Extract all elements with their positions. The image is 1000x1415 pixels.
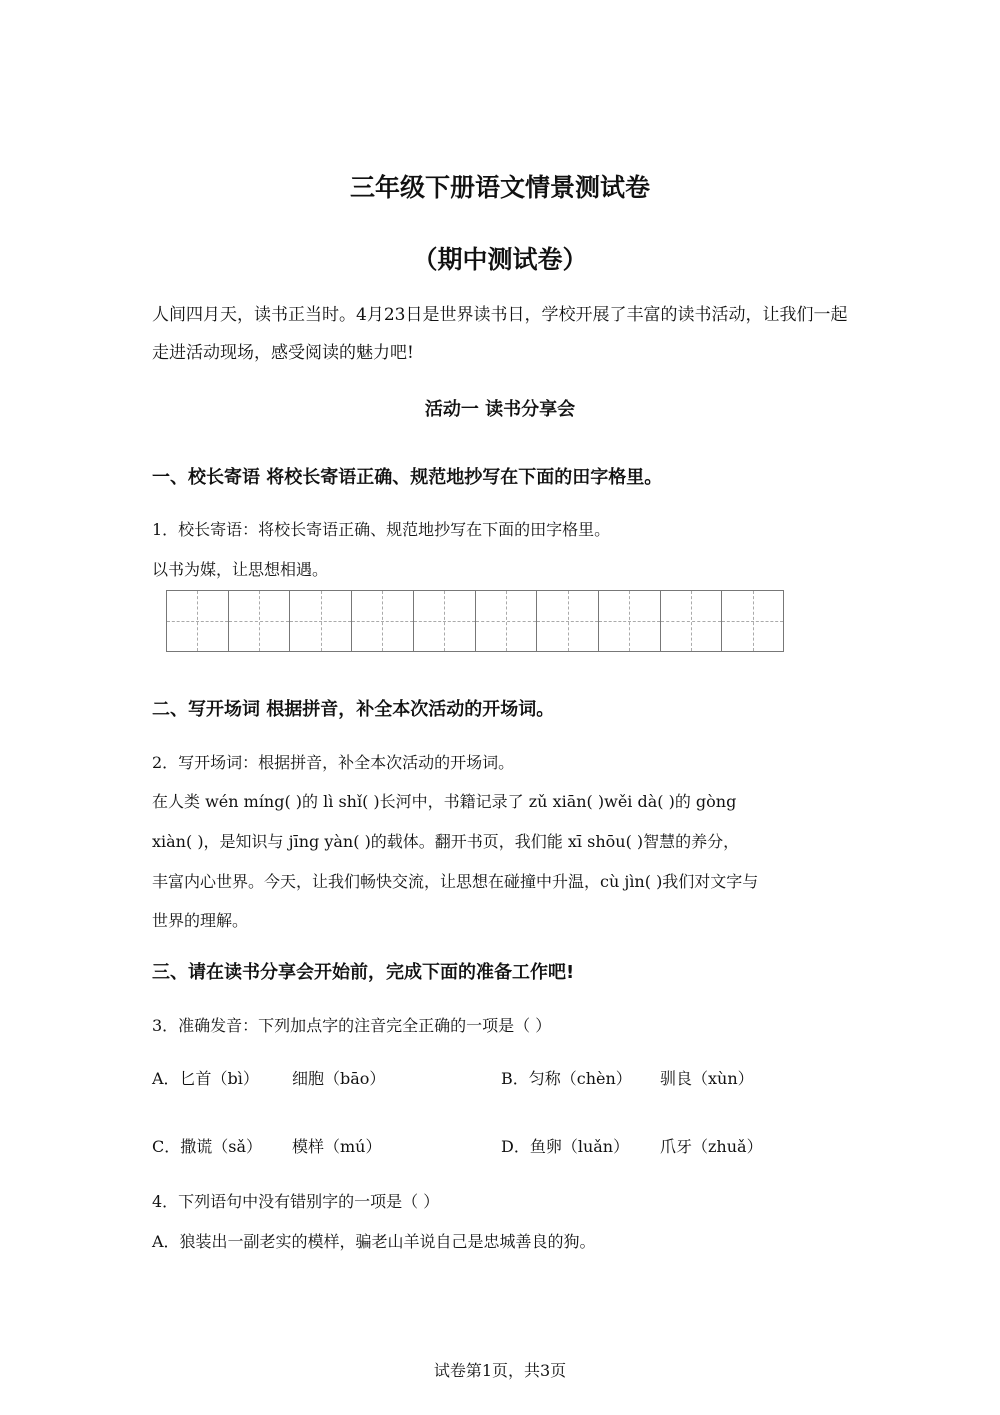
- grid-cell[interactable]: [537, 591, 599, 651]
- option-a-word2: 细胞（bāo）: [292, 1069, 386, 1088]
- option-c-word1: C．撒谎（sǎ）: [152, 1137, 262, 1156]
- grid-cell[interactable]: [599, 591, 661, 651]
- grid-cell[interactable]: [167, 591, 229, 651]
- option-d-word2: 爪牙（zhuǎ）: [660, 1137, 763, 1156]
- option-a-word1: A．匕首（bì）: [152, 1069, 259, 1088]
- grid-cell[interactable]: [414, 591, 476, 651]
- grid-cell[interactable]: [661, 591, 723, 651]
- tianzige-grid[interactable]: [166, 590, 784, 652]
- passage-line: xiàn( )，是知识与 jīng yàn( )的载体。翻开书页，我们能 xī shōu( )智慧的养分，: [152, 832, 740, 851]
- page-title: 三年级下册语文情景测试卷: [349, 173, 650, 202]
- section2-heading: 二、写开场词 根据拼音，补全本次活动的开场词。: [152, 699, 555, 720]
- grid-cell[interactable]: [352, 591, 414, 651]
- principal-quote: 以书为媒，让思想相遇。: [152, 560, 329, 579]
- passage-line: 丰富内心世界。今天，让我们畅快交流，让思想在碰撞中升温，cù jìn( )我们对文字与: [152, 872, 759, 891]
- question-4-option-a: A．狼装出一副老实的模样，骗老山羊说自己是忠城善良的狗。: [152, 1232, 596, 1251]
- question-2: 2．写开场词：根据拼音，补全本次活动的开场词。: [152, 753, 515, 772]
- option-d-word1: D．鱼卵（luǎn）: [501, 1137, 630, 1156]
- passage-line: 世界的理解。: [152, 911, 249, 930]
- page-footer: 试卷第1页，共3页: [433, 1361, 567, 1380]
- question-3: 3．准确发音：下列加点字的注音完全正确的一项是（ ）: [152, 1016, 552, 1035]
- section3-heading: 三、请在读书分享会开始前，完成下面的准备工作吧!: [152, 962, 575, 983]
- passage-line: 在人类 wén míng( )的 lì shǐ( )长河中，书籍记录了 zǔ xiān( )wěi dà( )的 gòng: [152, 792, 737, 811]
- grid-cell[interactable]: [290, 591, 352, 651]
- intro-paragraph: 人间四月天，读书正当时。4月23日是世界读书日，学校开展了丰富的读书活动，让我们一起走进活动现场，感受阅读的魅力吧!: [152, 305, 848, 363]
- question-1: 1．校长寄语：将校长寄语正确、规范地抄写在下面的田字格里。: [152, 520, 611, 539]
- option-b-word1: B．匀称（chèn）: [501, 1069, 632, 1088]
- grid-cell[interactable]: [229, 591, 291, 651]
- option-b-word2: 驯良（xùn）: [660, 1069, 754, 1088]
- activity-heading: 活动一 读书分享会: [424, 399, 576, 420]
- grid-cell[interactable]: [476, 591, 538, 651]
- question-4: 4．下列语句中没有错别字的一项是（ ）: [152, 1192, 440, 1211]
- grid-cell[interactable]: [722, 591, 783, 651]
- page-subtitle: （期中测试卷）: [412, 245, 588, 274]
- option-c-word2: 模样（mú）: [292, 1137, 382, 1156]
- section1-heading: 一、校长寄语 将校长寄语正确、规范地抄写在下面的田字格里。: [152, 467, 663, 488]
